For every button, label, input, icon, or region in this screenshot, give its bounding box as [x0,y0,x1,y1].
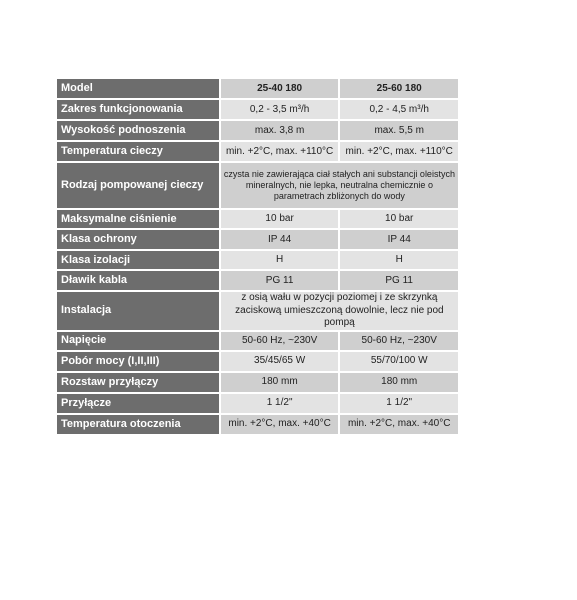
row-value-model-1: H [221,251,341,271]
row-value-model-2: 0,2 - 4,5 m³/h [340,100,458,121]
row-label: Zakres funkcjonowania [57,100,221,121]
row-label: Klasa ochrony [57,230,221,251]
row-label: Instalacja [57,292,221,332]
row-label: Rodzaj pompowanej cieczy [57,163,221,210]
row-label: Temperatura otoczenia [57,415,221,436]
row-label: Napięcie [57,332,221,352]
row-value-model-1: 1 1/2" [221,394,341,415]
row-label: Wysokość podnoszenia [57,121,221,142]
table-row [57,142,458,163]
row-value-model-1: 50-60 Hz, ~230V [221,332,341,352]
row-value-model-2: 50-60 Hz, ~230V [340,332,458,352]
row-value-model-1: max. 3,8 m [221,121,341,142]
row-label: Przyłącze [57,394,221,415]
row-value-shared: z osią wału w pozycji poziomej i ze skrzynką zaciskową umieszczoną dowolnie, lecz nie pod pompą [221,292,458,332]
table-row [57,332,458,352]
row-value-model-2: 55/70/100 W [340,352,458,373]
table-row [57,271,458,292]
table-row [57,251,458,271]
table-row [57,352,458,373]
table-row [57,292,458,332]
row-value-model-1: 10 bar [221,210,341,230]
row-value-model-1: 0,2 - 3,5 m³/h [221,100,341,121]
row-label: Temperatura cieczy [57,142,221,163]
table-row [57,230,458,251]
table-row [57,394,458,415]
table-row [57,415,458,436]
row-value-model-1: PG 11 [221,271,341,292]
row-label: Rozstaw przyłączy [57,373,221,394]
row-value-model-2: PG 11 [340,271,458,292]
row-value-model-1: min. +2°C, max. +40°C [221,415,341,436]
row-label: Pobór mocy (I,II,III) [57,352,221,373]
row-value-model-1: 35/45/65 W [221,352,341,373]
row-value-model-2: 1 1/2" [340,394,458,415]
row-value-model-1: IP 44 [221,230,341,251]
header-model-2: 25-60 180 [340,79,458,100]
header-label: Model [57,79,221,100]
row-value-model-2: IP 44 [340,230,458,251]
row-value-model-2: min. +2°C, max. +110°C [340,142,458,163]
row-value-model-2: H [340,251,458,271]
table-row [57,100,458,121]
header-model-1: 25-40 180 [221,79,341,100]
spec-table [57,79,458,436]
row-value-model-1: min. +2°C, max. +110°C [221,142,341,163]
row-label: Klasa izolacji [57,251,221,271]
row-value-shared: czysta nie zawierająca ciał stałych ani substancji oleistych mineralnych, nie lepka, neutralna chemicznie o parametrach zbliżonych do wody [221,163,458,210]
row-value-model-2: 10 bar [340,210,458,230]
table-row [57,210,458,230]
table-row [57,373,458,394]
row-value-model-2: max. 5,5 m [340,121,458,142]
row-value-model-2: min. +2°C, max. +40°C [340,415,458,436]
table-header-row [57,79,458,100]
table-row [57,163,458,210]
row-value-model-1: 180 mm [221,373,341,394]
row-label: Maksymalne ciśnienie [57,210,221,230]
row-value-model-2: 180 mm [340,373,458,394]
row-label: Dławik kabla [57,271,221,292]
table-row [57,121,458,142]
